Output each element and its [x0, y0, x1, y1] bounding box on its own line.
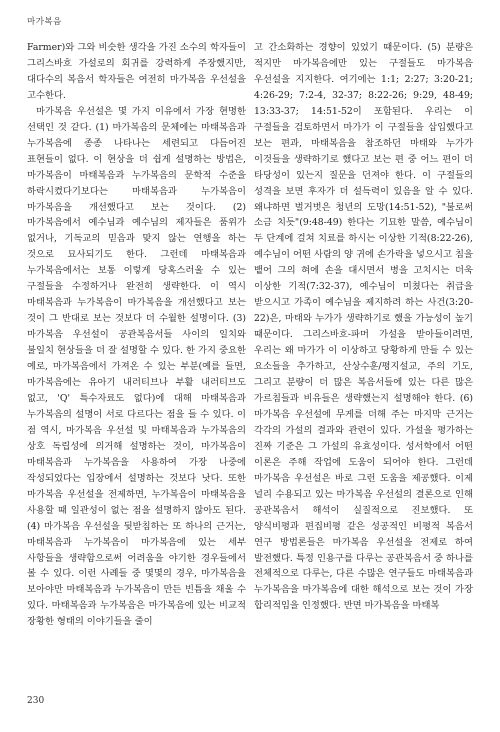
page-number: 230: [27, 696, 45, 706]
paragraph-continuation-right: 고 간소화하는 경향이 있었기 때문이다. (5) 분량은 적지만 마가복음에만 있는 구절들도 마가복음 우선설을 지지한다. 여기에는 1:1; 2:27; 3:20-21; 4:26-29; 7:2-4, 32-37; 8:22-26; 9:29, 48-49; 13:33-37; 14:51-52이 포함된다. 우리는 이 구절들을 검토하면서 마가가 이 구절들을 삽입했다고 보는 편과, 마태복음을 참조하던 마태와 누가가 이것들을 생략하기로 했다고 보는 편 중 어느 편이 더 타당성이 있는지 질문을 던져야 한다. 이 구절들의 성격을 보면 후자가 더 설득력이 있음을 알 수 있다. 왜냐하면 벌거벗은 청년의 도망(14:51-52), "불로써 소금 치듯"(9:48-49) 한다는 기묘한 말씀, 예수님이 두 단계에 걸쳐 치료를 하시는 이상한 기적(8:22-26), 예수님이 어떤 사람의 양 귀에 손가락을 넣으시고 침을 뱉어 그의 혀에 손을 대시면서 병을 고치시는 더욱 이상한 기적(7:32-37), 예수님이 미쳤다는 취급을 받으시고 가족이 예수님을 제지하려 하는 사건(3:20-22)은, 마태와 누가가 생략하기로 했을 가능성이 높기 때문이다. 그리스바흐-파머 가설을 받아들이려면, 우리는 왜 마가가 이 이상하고 당황하게 만들 수 있는 요소들을 추가하고, 산상수훈/평지설교, 주의 기도, 그리고 분량이 더 많은 복음서들에 있는 다른 많은 가르침들과 비유들은 생략했는지 설명해야 한다. (6) 마가복음 우선설에 무게를 더해 주는 마지막 근거는 각각의 가설의 결과와 관련이 있다. 가설을 평가하는 진짜 기준은 그 가설의 유효성이다. 성서학에서 어떤 이론은 주해 작업에 도움이 되어야 한다. 그런데 마가복음 우선설은 바로 그런 도움을 제공했다. 이제 널리 수용되고 있는 마가복음 우선설의 결론으로 인해 공관복음서 해석이 실질적으로 진보했다. 또 양식비평과 편집비평 같은 성공적인 비평적 복음서 연구 방법론들은 마가복음 우선설을 전제로 하여 발전했다. 특정 인용구를 다루는 공관복음서 중 하나를 전체적으로 다루는, 다른 수많은 연구들도 마태복음과 누가복음을 마가복음에 대한 해석으로 보는 것이 가장 합리적임을 인정했다. 반면 마가복음을 마태복: [254, 42, 473, 612]
right-column: [254, 40, 473, 614]
left-column: [27, 40, 246, 630]
paragraph-markan-priority: 마가복음 우선설은 몇 가지 이유에서 가장 현명한 선택인 것 같다. (1) 마가복음의 문체에는 마태복음과 누가복음에 종종 나타나는 세련되고 다듬어진 표현들이 없다. 이 현상을 더 쉽게 설명하는 방법은, 마가복음이 마태복음과 누가복음의 문학적 수준을 하락시켰다기보다는 마태복음과 누가복음이 마가복음을 개선했다고 보는 것이다. (2) 마가복음에서 예수님과 예수님의 제자들은 품위가 없거나, 기독교의 믿음과 맞지 않는 연행을 하는 것으로 묘사되기도 한다. 그런데 마태복음과 누가복음에서는 보통 이렇게 당혹스러울 수 있는 구절들을 수정하거나 완전히 생략한다. 이 역시 마태복음과 누가복음이 마가복음을 개선했다고 보는 것이 그 반대로 보는 것보다 더 수월한 설명이다. (3) 마가복음 우선설이 공관복음서들 사이의 일치와 불일치 현상들을 더 잘 설명할 수 있다. 한 가지 중요한 예로, 마가복음에서 가져온 수 있는 부분(예를 들면, 마가복음에는 유아기 내러티브나 부활 내러티브도 없고, 'Q' 특수자료도 없다)에 대해 마태복음과 누가복음의 설명이 서로 다르다는 점을 들 수 있다. 이 점 역시, 마가복음 우선설 및 마태복음과 누가복음의 상호 독립성에 의거해 설명하는 것이, 마가복음이 마태복음과 누가복음을 사용하여 가장 나중에 작성되었다는 입장에서 설명하는 것보다 낫다. 또한 마가복음 우선설을 전제하면, 누가복음이 마태복음을 사용할 때 일관성이 없는 점을 설명하지 않아도 된다. (4) 마가복음 우선설을 뒷받침하는 또 하나의 근거는, 마태복음과 누가복음이 마가복음에 있는 세부 사항들을 생략함으로써 어려움을 야기한 경우들에서 볼 수 있다. 이런 사례들 중 몇몇의 경우, 마가복음을 보아야만 마태복음과 누가복음이 만든 빈틈을 채울 수 있다. 마태복음과 누가복음은 마가복음에 있는 비교적 장황한 형태의 이야기들을 줄이: [27, 105, 246, 628]
running-head: 마가복음: [27, 17, 62, 27]
paragraph-continuation: Farmer)와 그와 비슷한 생각을 가진 소수의 학자들이 그리스바흐 가설로의 회귀를 강력하게 주장했지만, 대다수의 복음서 학자들은 여전히 마가복음 우선설을 고수한다.: [27, 42, 246, 101]
